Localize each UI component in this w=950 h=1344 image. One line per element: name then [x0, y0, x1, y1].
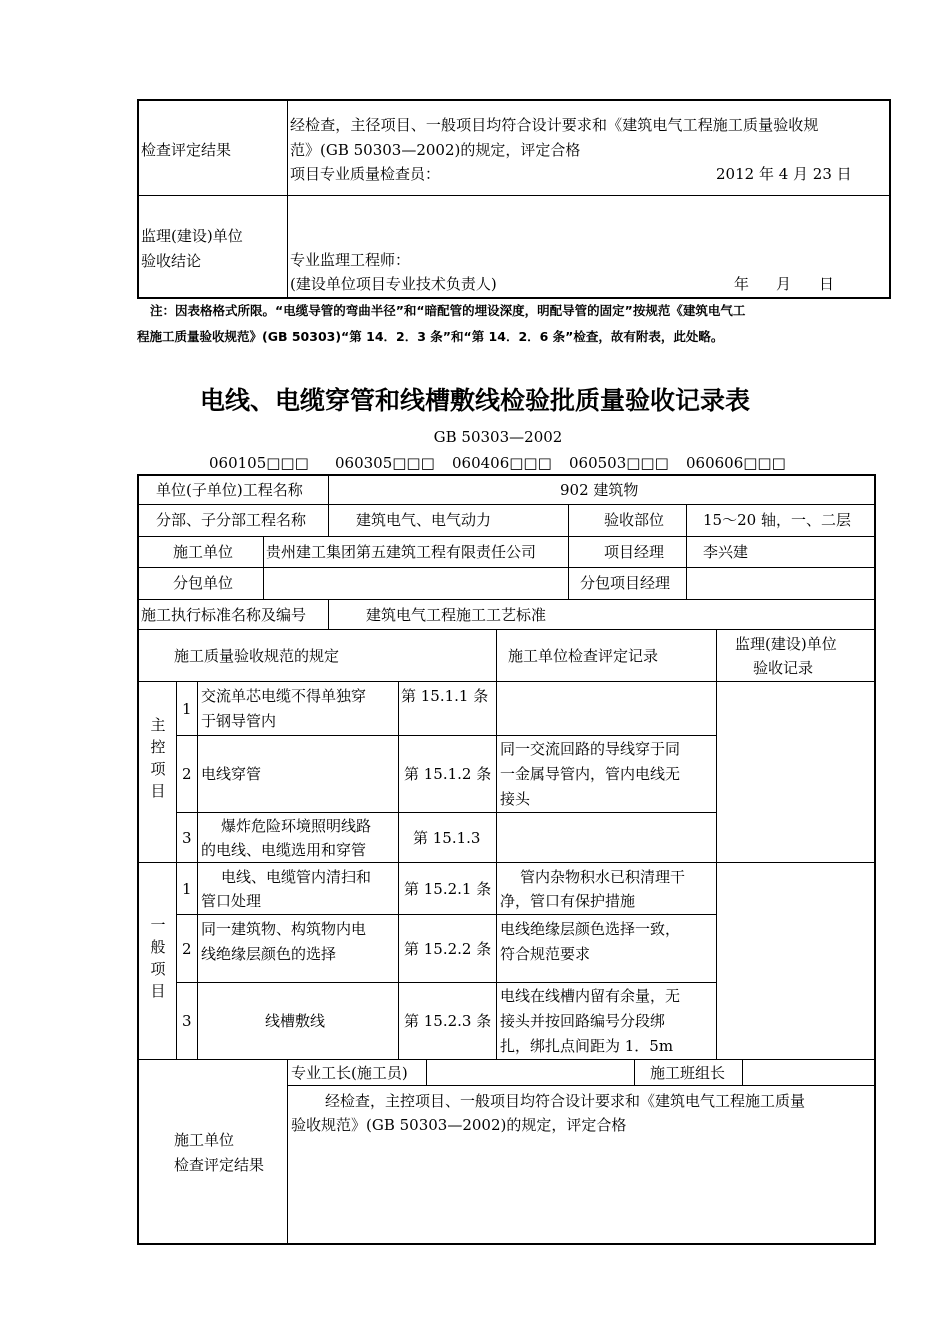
acceptance-part-value: 15～20 轴，一、二层: [703, 511, 851, 529]
general-item-2-record-1: 电线绝缘层颜色选择一致，: [500, 920, 681, 938]
footer-result-label-line1: 施工单位: [174, 1131, 235, 1149]
footer-result-line2: 验收规范》(GB 50303—2002)的规定，评定合格: [291, 1116, 627, 1134]
general-item-2-record-2: 符合规范要求: [500, 945, 591, 963]
col-supervision-line1: 监理(建设)单位: [735, 635, 837, 653]
page-title: 电线、电缆穿管和线槽敷线检验批质量验收记录表: [199, 386, 750, 415]
contractor-label: 施工单位: [173, 543, 234, 561]
acceptance-part-label: 验收部位: [604, 511, 665, 529]
unit-project-label: 单位(子单位)工程名称: [156, 481, 303, 499]
supervision-label-line1: 监理(建设)单位: [141, 227, 243, 245]
row-line: [176, 982, 716, 983]
main-item-1-clause: 第 15.1.1 条: [401, 687, 489, 705]
row-line: [176, 735, 716, 736]
col-contractor-record: 施工单位检查评定记录: [508, 647, 659, 665]
general-item-1-line2: 管口处理: [201, 892, 262, 910]
owner-label: (建设单位项目专业技术负责人): [290, 275, 497, 293]
col-line: [328, 599, 329, 629]
col-line: [263, 536, 264, 599]
general-item-2-line2: 线绝缘层颜色的选择: [201, 945, 337, 963]
batch-code-5: 060606□□□: [686, 454, 786, 472]
row-line: [137, 504, 876, 505]
date-year: 年: [734, 275, 750, 293]
col-line: [716, 629, 717, 1059]
main-item-2-record-2: 一金属导管内，管内电线无: [500, 765, 681, 783]
row-line: [137, 629, 876, 630]
col-line: [328, 474, 329, 536]
col-line: [496, 629, 497, 1059]
general-item-2-line1: 同一建筑物、构筑物内电: [201, 920, 367, 938]
batch-code-4: 060503□□□: [569, 454, 669, 472]
col-spec: 施工质量验收规范的规定: [174, 647, 340, 665]
general-item-1-no: 1: [182, 880, 192, 898]
top-table-divider-v: [287, 99, 288, 299]
row-line: [137, 599, 876, 600]
main-item-2-record-1: 同一交流回路的导线穿于同: [500, 740, 681, 758]
general-item-1-line1: 电线、电缆管内清扫和: [221, 868, 372, 886]
col-line: [634, 1059, 635, 1085]
main-item-3-no: 3: [182, 829, 192, 847]
main-item-2-line1: 电线穿管: [201, 765, 262, 783]
col-line: [568, 504, 569, 599]
main-item-1-line1: 交流单芯电缆不得单独穿: [201, 687, 367, 705]
main-item-3-clause: 第 15.1.3: [413, 829, 481, 847]
col-line: [287, 1059, 288, 1245]
foreman-label: 专业工长(施工员): [291, 1064, 408, 1082]
col-line: [686, 504, 687, 599]
col-line: [176, 681, 177, 1059]
col-line: [426, 1059, 427, 1085]
main-group-label: 主控项目: [150, 716, 166, 800]
sub-manager-label: 分包项目经理: [580, 574, 671, 592]
footer-result-label-line2: 检查评定结果: [174, 1156, 265, 1174]
footer-result-line1: 经检查，主控项目、一般项目均符合设计要求和《建筑电气工程施工质量: [325, 1092, 806, 1110]
row-line: [137, 862, 876, 863]
team-leader-label: 施工班组长: [650, 1064, 726, 1082]
row-line: [137, 681, 876, 682]
row-line: [137, 1059, 876, 1060]
contractor-value: 贵州建工集团第五建筑工程有限责任公司: [266, 543, 537, 561]
top-table-divider-h: [137, 195, 891, 196]
main-item-3-line2: 的电线、电缆选用和穿管: [201, 841, 367, 859]
general-item-3-clause: 第 15.2.3 条: [404, 1012, 492, 1030]
general-item-3-record-3: 扎，绑扎点间距为 1．5m: [500, 1037, 674, 1055]
row-line: [287, 1085, 876, 1086]
row-line: [176, 914, 716, 915]
standard-code: GB 50303—2002: [433, 428, 563, 446]
date-month: 月: [776, 275, 792, 293]
general-group-label: 一般项目: [150, 916, 166, 1000]
general-item-2-clause: 第 15.2.2 条: [404, 940, 492, 958]
batch-code-3: 060406□□□: [452, 454, 552, 472]
general-item-3-line1: 线槽敷线: [265, 1012, 326, 1030]
general-item-3-record-2: 接头并按回路编号分段绑: [500, 1012, 666, 1030]
main-item-2-clause: 第 15.1.2 条: [404, 765, 492, 783]
general-item-1-clause: 第 15.2.1 条: [404, 880, 492, 898]
main-item-3-line1: 爆炸危险环境照明线路: [221, 817, 372, 835]
result-text-line2: 范》(GB 50303—2002)的规定，评定合格: [290, 141, 581, 159]
main-item-1-line2: 于钢导管内: [201, 712, 277, 730]
main-item-2-no: 2: [182, 765, 192, 783]
project-manager-label: 项目经理: [604, 543, 665, 561]
note-line2: 程施工质量验收规范》(GB 50303)“第 14．2．3 条”和“第 14．2．6 条”检查，故有附表，此处略。: [137, 329, 724, 344]
row-line: [137, 567, 876, 568]
general-item-3-record-1: 电线在线槽内留有余量，无: [500, 987, 681, 1005]
general-item-2-no: 2: [182, 940, 192, 958]
unit-project-value: 902 建筑物: [560, 481, 639, 499]
division-label: 分部、子分部工程名称: [156, 511, 307, 529]
standard-label: 施工执行标准名称及编号: [141, 606, 307, 624]
col-supervision-line2: 验收记录: [753, 659, 814, 677]
general-item-3-no: 3: [182, 1012, 192, 1030]
general-item-1-record-1: 管内杂物积水已积清理干: [520, 868, 686, 886]
result-label: 检查评定结果: [141, 141, 232, 159]
row-line: [137, 536, 876, 537]
batch-code-2: 060305□□□: [335, 454, 435, 472]
note-line1: 注：因表格格式所限。“电缆导管的弯曲半径”和“暗配管的埋设深度，明配导管的固定”按规范《建筑电气工: [150, 303, 746, 318]
main-item-1-no: 1: [182, 700, 192, 718]
col-line: [197, 681, 198, 1059]
col-line: [398, 681, 399, 1059]
general-item-1-record-2: 净，管口有保护措施: [500, 892, 636, 910]
project-manager-value: 李兴建: [703, 543, 749, 561]
engineer-label: 专业监理工程师：: [290, 251, 411, 269]
batch-code-1: 060105□□□: [209, 454, 309, 472]
inspector-label: 项目专业质量检查员：: [290, 165, 441, 183]
col-line: [742, 1059, 743, 1085]
date-day: 日: [819, 275, 835, 293]
subcontractor-label: 分包单位: [173, 574, 234, 592]
supervision-label-line2: 验收结论: [141, 252, 202, 270]
main-item-2-record-3: 接头: [500, 790, 531, 808]
result-text-line1: 经检查，主径项目、一般项目均符合设计要求和《建筑电气工程施工质量验收规: [290, 116, 819, 134]
inspector-date: 2012 年 4 月 23 日: [716, 165, 852, 183]
row-line: [176, 812, 716, 813]
standard-value: 建筑电气工程施工工艺标准: [366, 606, 547, 624]
division-value: 建筑电气、电气动力: [356, 511, 492, 529]
